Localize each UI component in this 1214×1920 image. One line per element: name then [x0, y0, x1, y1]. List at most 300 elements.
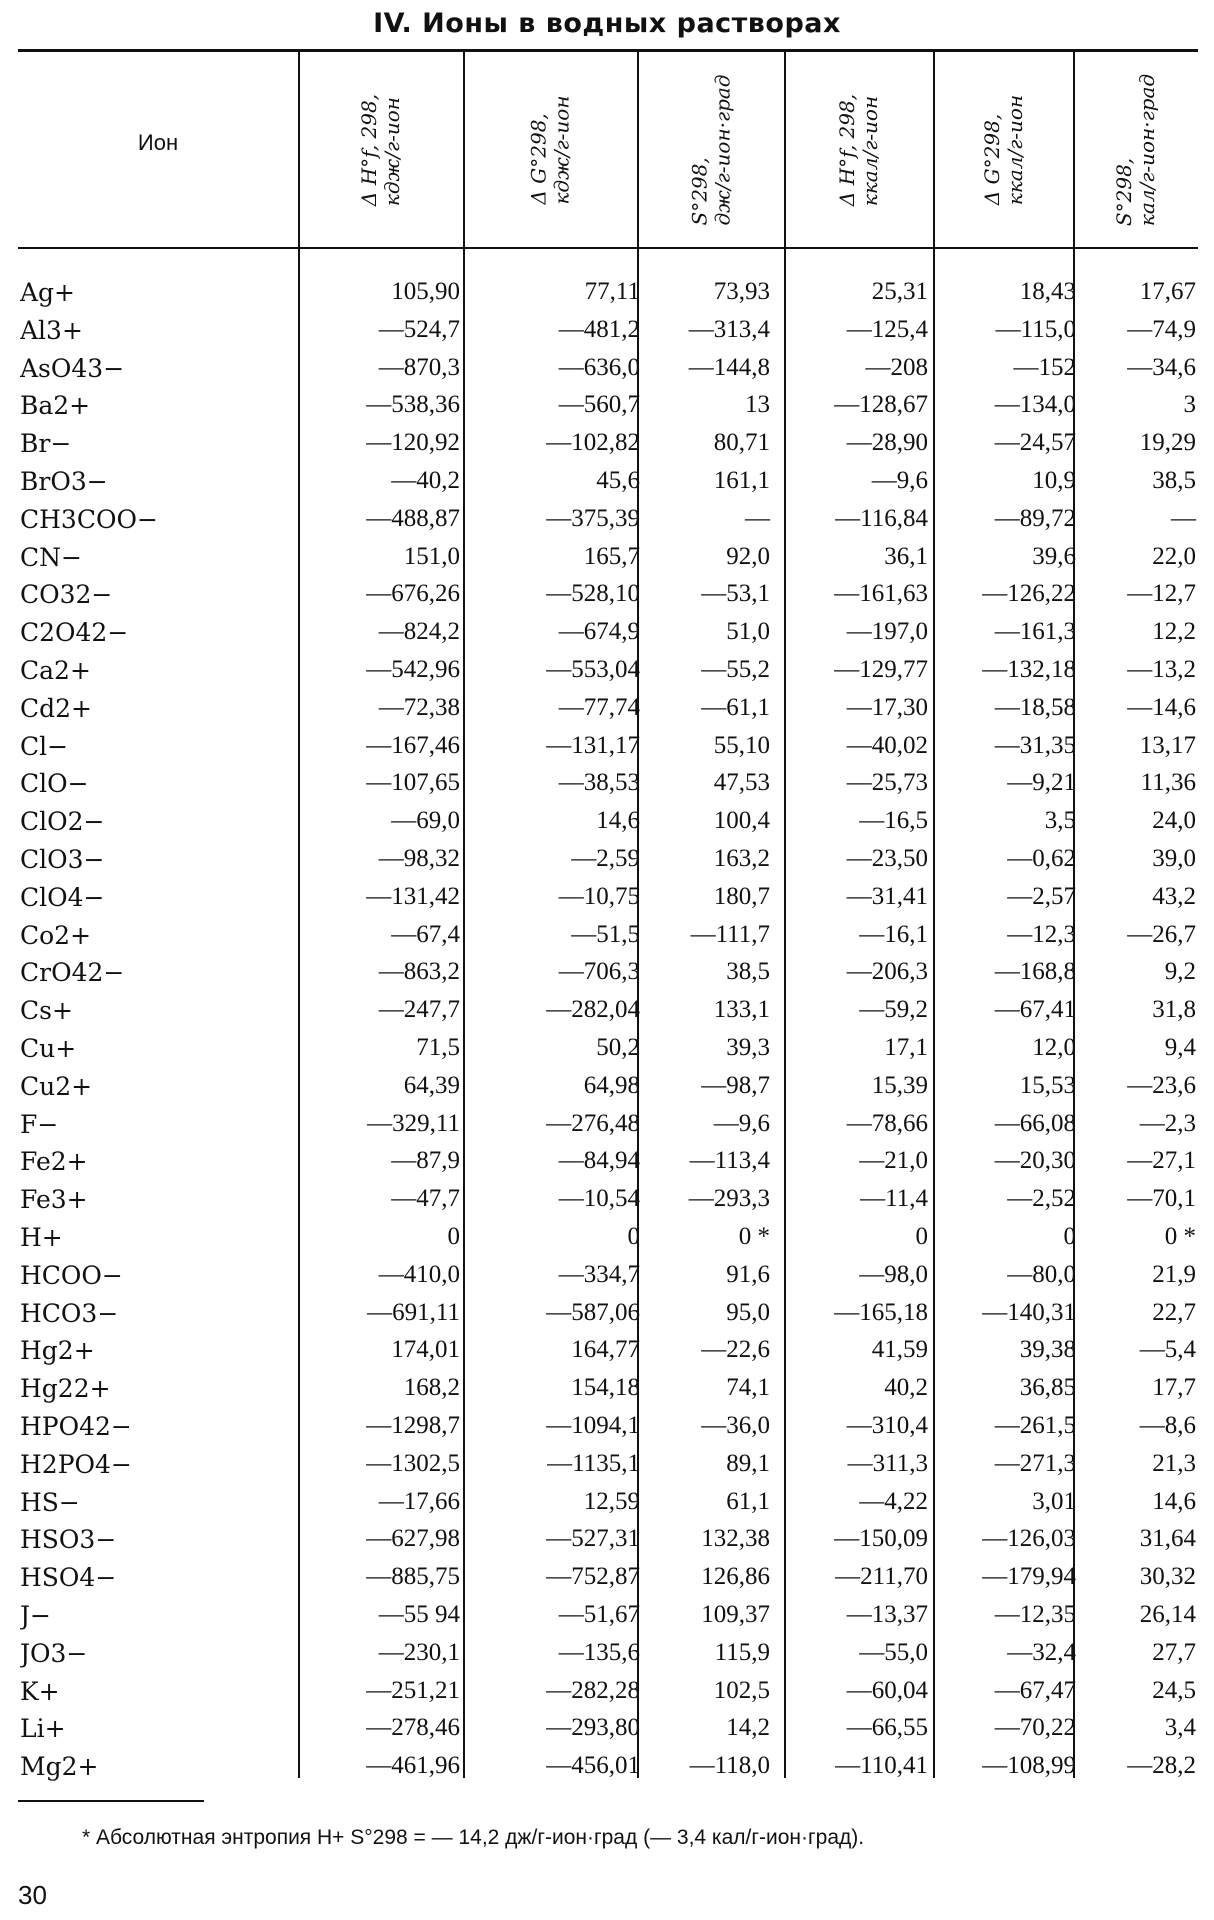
table-row: [18, 807, 1198, 837]
table-cell: —128,67: [834, 391, 928, 418]
table-cell: 36,1: [884, 543, 928, 570]
table-cell: —125,4: [846, 316, 928, 343]
ion-label: CO32−: [20, 580, 300, 609]
table-row: [18, 467, 1198, 497]
table-cell: —53,1: [701, 580, 770, 607]
table-cell: —72,38: [378, 694, 460, 721]
table-cell: 19,29: [1139, 429, 1196, 456]
table-cell: —18,58: [994, 694, 1076, 721]
table-cell: —27,1: [1127, 1147, 1196, 1174]
table-cell: —179,94: [982, 1563, 1076, 1590]
table-cell: —16,5: [859, 807, 928, 834]
table-cell: —51,67: [558, 1601, 640, 1628]
table-cell: —134,0: [994, 391, 1076, 418]
table-cell: 50,2: [596, 1034, 640, 1061]
header-dg-kj: Δ G°298, кдж/г-ион: [527, 95, 574, 205]
table-cell: 17,7: [1152, 1374, 1196, 1401]
table-cell: 45,6: [596, 467, 640, 494]
table-row: [18, 1072, 1198, 1102]
table-cell: —538,36: [366, 391, 460, 418]
table-cell: —115,0: [995, 316, 1076, 343]
table-cell: —74,9: [1127, 316, 1196, 343]
ion-label: Fe2+: [20, 1147, 300, 1176]
table-cell: —5,4: [1139, 1336, 1196, 1363]
table-cell: —135,6: [558, 1639, 640, 1666]
table-cell: —70,22: [994, 1714, 1076, 1741]
table-cell: 180,7: [713, 883, 770, 910]
table-cell: 0: [447, 1223, 460, 1250]
table-cell: 3: [1183, 391, 1196, 418]
ion-label: Al3+: [20, 316, 300, 345]
page-number: 30: [18, 1880, 47, 1910]
table-cell: —61,1: [701, 694, 770, 721]
table-cell: 126,86: [701, 1563, 770, 1590]
table-cell: —0,62: [1007, 845, 1076, 872]
table-cell: —560,7: [558, 391, 640, 418]
table-cell: —28,2: [1127, 1752, 1196, 1779]
table-row: [18, 316, 1198, 346]
ion-label: Ag+: [20, 278, 300, 307]
table-cell: 51,0: [726, 618, 770, 645]
table-cell: 154,18: [571, 1374, 640, 1401]
table-row: [18, 883, 1198, 913]
table-cell: —51,5: [571, 921, 640, 948]
table-cell: 39,38: [1019, 1336, 1076, 1363]
table-cell: —12,3: [1007, 921, 1076, 948]
table-cell: —11,4: [860, 1185, 928, 1212]
ion-label: Li+: [20, 1714, 300, 1743]
ion-label: HPO42−: [20, 1412, 300, 1441]
table-cell: 151,0: [403, 543, 460, 570]
table-row: [18, 1601, 1198, 1631]
table-cell: —9,21: [1007, 769, 1076, 796]
table-cell: —293,3: [688, 1185, 770, 1212]
table-cell: —38,53: [558, 769, 640, 796]
table-cell: 18,43: [1019, 278, 1076, 305]
table-cell: —126,03: [982, 1525, 1076, 1552]
table-cell: —165,18: [834, 1299, 928, 1326]
header-ion: Ион: [137, 130, 179, 155]
header-top-rule: [18, 49, 1198, 52]
table-cell: 77,11: [584, 278, 640, 305]
table-cell: —108,99: [982, 1752, 1076, 1779]
table-cell: —1094,1: [546, 1412, 640, 1439]
table-cell: —1302,5: [366, 1450, 460, 1477]
table-cell: —55,2: [701, 656, 770, 683]
table-cell: —47,7: [391, 1185, 460, 1212]
table-cell: —674,9: [558, 618, 640, 645]
table-cell: —824,2: [378, 618, 460, 645]
table-cell: —36,0: [701, 1412, 770, 1439]
table-cell: 64,39: [403, 1072, 460, 1099]
table-cell: 43,2: [1152, 883, 1196, 910]
ion-label: Ca2+: [20, 656, 300, 685]
table-cell: 12,0: [1032, 1034, 1076, 1061]
header-s-cal: S°298, кал/г-ион·град: [1112, 73, 1160, 227]
table-cell: 21,3: [1152, 1450, 1196, 1477]
table-cell: 47,53: [713, 769, 770, 796]
table-cell: —752,87: [546, 1563, 640, 1590]
table-cell: 0: [915, 1223, 928, 1250]
page-title: IV. Ионы в водных растворах: [373, 8, 841, 39]
footnote: * Абсолютная энтропия H+ S°298 = — 14,2 дж/г-ион·град (— 3,4 кал/г-ион·град).: [82, 1826, 865, 1849]
table-cell: —410,0: [378, 1261, 460, 1288]
table-cell: —481,2: [558, 316, 640, 343]
table-cell: —278,46: [366, 1714, 460, 1741]
table-cell: —230,1: [378, 1639, 460, 1666]
table-row: [18, 996, 1198, 1026]
table-cell: 24,5: [1152, 1677, 1196, 1704]
table-row: [18, 543, 1198, 573]
table-cell: —863,2: [378, 958, 460, 985]
table-cell: —310,4: [846, 1412, 928, 1439]
table-cell: 31,64: [1139, 1525, 1196, 1552]
table-cell: —150,09: [834, 1525, 928, 1552]
ion-label: HSO3−: [20, 1525, 300, 1554]
table-cell: —67,4: [391, 921, 460, 948]
table-cell: —144,8: [688, 354, 770, 381]
table-cell: 80,71: [713, 429, 770, 456]
table-cell: —131,42: [366, 883, 460, 910]
ion-label: Fe3+: [20, 1185, 300, 1214]
table-cell: 0 *: [1164, 1223, 1196, 1250]
table-cell: 95,0: [726, 1299, 770, 1326]
table-cell: —59,2: [859, 996, 928, 1023]
table-cell: —282,28: [546, 1677, 640, 1704]
table-cell: —16,1: [859, 921, 928, 948]
table-cell: —12,35: [994, 1601, 1076, 1628]
table-cell: —17,30: [846, 694, 928, 721]
table-cell: 3,4: [1164, 1714, 1196, 1741]
table-cell: —98,32: [378, 845, 460, 872]
ion-label: ClO2−: [20, 807, 300, 836]
col-separator: [1073, 52, 1075, 1778]
table-cell: —706,3: [558, 958, 640, 985]
table-cell: 41,59: [871, 1336, 928, 1363]
table-cell: 161,1: [713, 467, 770, 494]
table-cell: —87,9: [391, 1147, 460, 1174]
table-cell: —31,35: [994, 732, 1076, 759]
table-cell: —168,8: [994, 958, 1076, 985]
table-cell: 74,1: [726, 1374, 770, 1401]
table-row: [18, 429, 1198, 459]
table-cell: —40,2: [391, 467, 460, 494]
table-row: [18, 921, 1198, 951]
ion-label: CN−: [20, 543, 300, 572]
table-cell: —293,80: [546, 1714, 640, 1741]
table-cell: 15,39: [871, 1072, 928, 1099]
table-cell: —22,6: [701, 1336, 770, 1363]
table-cell: —2,52: [1007, 1185, 1076, 1212]
table-row: [18, 1185, 1198, 1215]
table-cell: —66,08: [994, 1110, 1076, 1137]
table-cell: 25,31: [871, 278, 928, 305]
table-cell: 14,6: [1152, 1488, 1196, 1515]
table-cell: —80,0: [1007, 1261, 1076, 1288]
table-cell: —636,0: [558, 354, 640, 381]
ion-label: HSO4−: [20, 1563, 300, 1592]
ion-label: Co2+: [20, 921, 300, 950]
table-cell: 55,10: [713, 732, 770, 759]
table-cell: —55,0: [859, 1639, 928, 1666]
table-row: [18, 1450, 1198, 1480]
table-cell: 36,85: [1019, 1374, 1076, 1401]
table-cell: —488,87: [366, 505, 460, 532]
ion-label: CH3COO−: [20, 505, 300, 534]
table-row: [18, 1639, 1198, 1669]
header-dhf-kcal: Δ H°f, 298, ккал/г-ион: [835, 93, 883, 207]
table-cell: 26,14: [1139, 1601, 1196, 1628]
table-cell: —98,0: [859, 1261, 928, 1288]
table-cell: —1135,1: [547, 1450, 640, 1477]
table-cell: 10,9: [1032, 467, 1076, 494]
table-cell: —553,04: [546, 656, 640, 683]
table-cell: —9,6: [713, 1110, 770, 1137]
table-cell: 174,01: [391, 1336, 460, 1363]
table-cell: 38,5: [726, 958, 770, 985]
table-cell: 109,37: [701, 1601, 770, 1628]
table-row: [18, 694, 1198, 724]
table-row: [18, 1336, 1198, 1366]
ion-label: Cs+: [20, 996, 300, 1025]
table-cell: —167,46: [366, 732, 460, 759]
table-cell: —131,17: [546, 732, 640, 759]
table-cell: —691,11: [367, 1299, 460, 1326]
table-cell: 14,6: [596, 807, 640, 834]
ion-label: ClO3−: [20, 845, 300, 874]
table-cell: —132,18: [982, 656, 1076, 683]
table-cell: 3,01: [1032, 1488, 1076, 1515]
table-cell: —676,26: [366, 580, 460, 607]
table-cell: —4,22: [859, 1488, 928, 1515]
table-cell: 39,3: [726, 1034, 770, 1061]
table-cell: —60,04: [846, 1677, 928, 1704]
table-cell: —126,22: [982, 580, 1076, 607]
table-cell: —111,7: [690, 921, 770, 948]
table-row: [18, 505, 1198, 535]
table-cell: 163,2: [713, 845, 770, 872]
ion-label: ClO−: [20, 769, 300, 798]
ion-label: AsO43−: [20, 354, 300, 383]
table-cell: 22,7: [1152, 1299, 1196, 1326]
ion-label: Mg2+: [20, 1752, 300, 1781]
table-row: [18, 1374, 1198, 1404]
table-cell: —329,11: [367, 1110, 460, 1137]
col-separator: [463, 52, 465, 1778]
ion-label: K+: [20, 1677, 300, 1706]
table-cell: —40,02: [846, 732, 928, 759]
table-row: [18, 1261, 1198, 1291]
header-s-j: S°298, дж/г-ион·град: [687, 74, 735, 226]
table-cell: —161,3: [994, 618, 1076, 645]
table-cell: —89,72: [994, 505, 1076, 532]
table-row: [18, 769, 1198, 799]
table-cell: —13,2: [1127, 656, 1196, 683]
ion-label: Cu2+: [20, 1072, 300, 1101]
table-cell: 12,59: [583, 1488, 640, 1515]
ion-label: CrO42−: [20, 958, 300, 987]
table-cell: —32,4: [1007, 1639, 1076, 1666]
table-cell: —152: [1013, 354, 1076, 381]
table-cell: 21,9: [1152, 1261, 1196, 1288]
table-row: [18, 391, 1198, 421]
table-cell: 27,7: [1152, 1639, 1196, 1666]
table-cell: 9,2: [1164, 958, 1196, 985]
table-cell: 71,5: [416, 1034, 460, 1061]
table-cell: 30,32: [1139, 1563, 1196, 1590]
ion-label: JO3−: [20, 1639, 300, 1668]
table-cell: 13,17: [1139, 732, 1196, 759]
table-cell: —2,59: [571, 845, 640, 872]
table-cell: 15,53: [1019, 1072, 1076, 1099]
ion-label: HCOO−: [20, 1261, 300, 1290]
table-cell: —8,6: [1139, 1412, 1196, 1439]
table-cell: —587,06: [546, 1299, 640, 1326]
table-cell: —542,96: [366, 656, 460, 683]
col-separator: [933, 52, 935, 1778]
table-row: [18, 1223, 1198, 1253]
table-cell: —2,57: [1007, 883, 1076, 910]
table-cell: —375,39: [546, 505, 640, 532]
table-cell: —66,55: [846, 1714, 928, 1741]
table-cell: —10,54: [558, 1185, 640, 1212]
table-cell: 73,93: [713, 278, 770, 305]
table-row: [18, 1488, 1198, 1518]
table-cell: —2,3: [1139, 1110, 1196, 1137]
table-row: [18, 845, 1198, 875]
table-cell: —261,5: [994, 1412, 1076, 1439]
table-row: [18, 1147, 1198, 1177]
table-row: [18, 618, 1198, 648]
table-cell: —116,84: [835, 505, 928, 532]
ion-label: HS−: [20, 1488, 300, 1517]
table-cell: 91,6: [726, 1261, 770, 1288]
table-cell: 24,0: [1152, 807, 1196, 834]
ion-label: Ba2+: [20, 391, 300, 420]
ion-label: Cd2+: [20, 694, 300, 723]
table-cell: —120,92: [366, 429, 460, 456]
table-cell: —211,70: [835, 1563, 928, 1590]
table-cell: —208: [865, 354, 928, 381]
table-cell: —528,10: [546, 580, 640, 607]
table-cell: 3,5: [1044, 807, 1076, 834]
table-cell: —311,3: [847, 1450, 928, 1477]
table-cell: 0: [627, 1223, 640, 1250]
table-row: [18, 1299, 1198, 1329]
table-cell: —113,4: [689, 1147, 770, 1174]
ion-label: F−: [20, 1110, 300, 1139]
table-cell: 100,4: [713, 807, 770, 834]
table-cell: —98,7: [701, 1072, 770, 1099]
table-cell: —77,74: [558, 694, 640, 721]
ion-label: J−: [20, 1601, 300, 1630]
table-row: [18, 656, 1198, 686]
ion-label: H2PO4−: [20, 1450, 300, 1479]
table-cell: —524,7: [378, 316, 460, 343]
table-cell: —: [745, 505, 770, 532]
table-cell: —870,3: [378, 354, 460, 381]
table-cell: —: [1171, 505, 1196, 532]
table-cell: —527,31: [546, 1525, 640, 1552]
table-cell: —23,50: [846, 845, 928, 872]
ion-label: ClO4−: [20, 883, 300, 912]
table-cell: 61,1: [726, 1488, 770, 1515]
table-cell: —161,63: [834, 580, 928, 607]
table-cell: —67,41: [994, 996, 1076, 1023]
table-cell: —271,3: [994, 1450, 1076, 1477]
table-cell: 92,0: [726, 543, 770, 570]
table-cell: —84,94: [558, 1147, 640, 1174]
table-row: [18, 278, 1198, 308]
table-cell: 11,36: [1140, 769, 1196, 796]
col-separator: [637, 52, 639, 1778]
ion-label: HCO3−: [20, 1299, 300, 1328]
table-cell: —110,41: [835, 1752, 928, 1779]
table-cell: —140,31: [982, 1299, 1076, 1326]
table-cell: 105,90: [391, 278, 460, 305]
table-cell: 89,1: [726, 1450, 770, 1477]
table-cell: 14,2: [726, 1714, 770, 1741]
table-cell: —25,73: [846, 769, 928, 796]
table-cell: —28,90: [846, 429, 928, 456]
table-cell: —14,6: [1127, 694, 1196, 721]
table-cell: —276,48: [546, 1110, 640, 1137]
table-cell: —197,0: [846, 618, 928, 645]
table-cell: 164,77: [571, 1336, 640, 1363]
table-row: [18, 1412, 1198, 1442]
ion-label: Br−: [20, 429, 300, 458]
table-cell: 31,8: [1152, 996, 1196, 1023]
table-cell: 115,9: [714, 1639, 770, 1666]
ion-label: Cl−: [20, 732, 300, 761]
table-cell: 132,38: [701, 1525, 770, 1552]
table-cell: —461,96: [366, 1752, 460, 1779]
table-cell: —55 94: [378, 1601, 460, 1628]
table-row: [18, 1563, 1198, 1593]
table-cell: 0: [1063, 1223, 1076, 1250]
table-cell: 17,67: [1139, 278, 1196, 305]
table-row: [18, 1034, 1198, 1064]
ion-label: BrO3−: [20, 467, 300, 496]
table-cell: —20,30: [994, 1147, 1076, 1174]
table-cell: 13: [745, 391, 770, 418]
col-separator: [784, 52, 786, 1778]
table-row: [18, 580, 1198, 610]
table-cell: —102,82: [546, 429, 640, 456]
table-row: [18, 1110, 1198, 1140]
table-cell: 64,98: [583, 1072, 640, 1099]
table-cell: 22,0: [1152, 543, 1196, 570]
table-cell: —282,04: [546, 996, 640, 1023]
table-cell: 40,2: [884, 1374, 928, 1401]
table-cell: —23,6: [1127, 1072, 1196, 1099]
table-cell: —31,41: [846, 883, 928, 910]
table-cell: —24,57: [994, 429, 1076, 456]
ion-label: Hg22+: [20, 1374, 300, 1403]
table-row: [18, 1525, 1198, 1555]
table-row: [18, 354, 1198, 384]
ion-label: C2O42−: [20, 618, 300, 647]
table-cell: —118,0: [689, 1752, 770, 1779]
table-cell: 0 *: [738, 1223, 770, 1250]
table-cell: 102,5: [713, 1677, 770, 1704]
table-cell: 38,5: [1152, 467, 1196, 494]
table-row: [18, 732, 1198, 762]
ion-label: H+: [20, 1223, 300, 1252]
table-cell: —885,75: [366, 1563, 460, 1590]
table-cell: —129,77: [834, 656, 928, 683]
header-bottom-rule: [18, 247, 1198, 249]
